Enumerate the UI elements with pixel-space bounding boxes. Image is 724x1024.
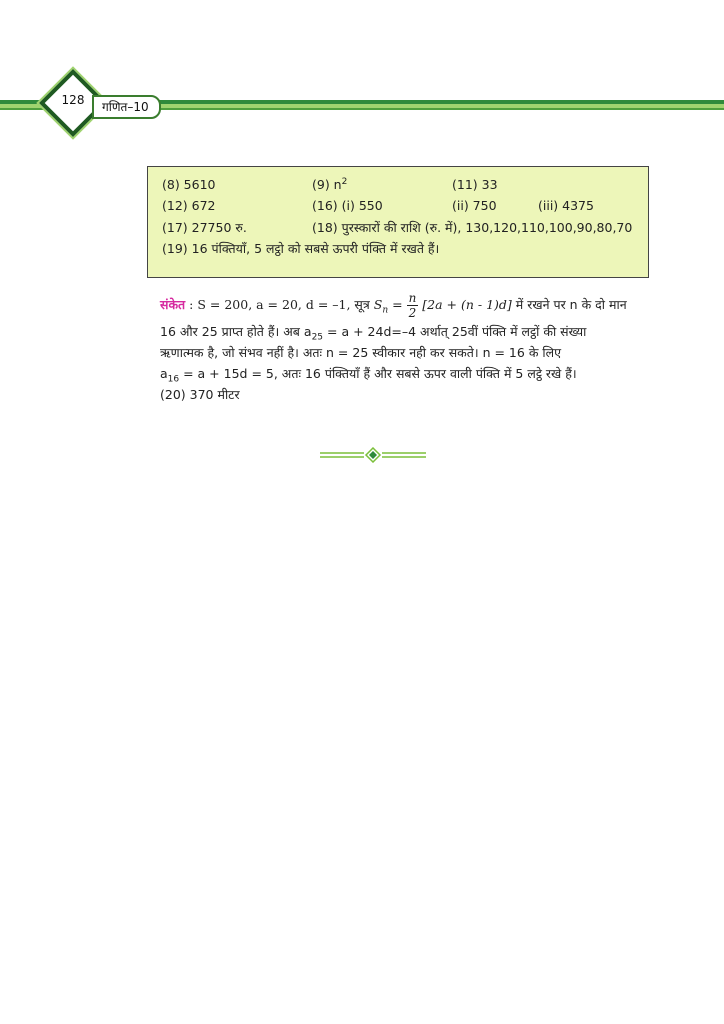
answer-18: (18) पुरस्कारों की राशि (रु. में), 130,120,110,100,90,80,70 bbox=[312, 220, 633, 235]
answer-17: (17) 27750 रु. bbox=[162, 220, 247, 235]
hint-line-1: संकेत : S = 200, a = 20, d = –1, सूत्र $S_n$ = $\frac{n}{2}$ [2a + (n - 1)d] में रखने पर n के दो मान bbox=[160, 291, 627, 320]
answer-16-i: (16) (i) 550 bbox=[312, 198, 383, 213]
hint-line-3: ऋणात्मक है, जो संभव नहीं है। अतः n = 25 स्वीकार नही कर सकते। n = 16 के लिए bbox=[160, 345, 562, 360]
formula-lhs: $S_n$ bbox=[373, 297, 389, 316]
answer-9: (9) $n^2$ bbox=[312, 177, 348, 193]
section-divider-ornament bbox=[320, 447, 426, 463]
answer-16-ii: (ii) 750 bbox=[452, 198, 497, 213]
hint-line-4: $a_{16} = a + 15d = 5$, अतः 16 पंक्तियाँ हैं और सबसे ऊपर वाली पंक्ति में 5 लट्ठे रखे हैं। bbox=[160, 366, 577, 385]
chapter-label: गणित–10 bbox=[92, 95, 161, 119]
answer-12: (12) 672 bbox=[162, 198, 216, 213]
answer-11: (11) 33 bbox=[452, 177, 498, 192]
answer-16-iii: (iii) 4375 bbox=[538, 198, 594, 213]
formula-bracket: [2a + (n - 1)d] bbox=[422, 297, 512, 312]
answer-20: (20) 370 मीटर bbox=[160, 387, 240, 402]
page-number: 128 bbox=[61, 93, 85, 107]
hint-label: संकेत bbox=[160, 297, 186, 312]
hint-line-2: 16 और 25 प्राप्त होते हैं। अब $a_{25} = a + 24d=-4$ अर्थात् 25वीं पंक्ति में लट्ठों की संख्या bbox=[160, 324, 587, 343]
answer-8: (8) 5610 bbox=[162, 177, 216, 192]
formula-fraction: $\frac{n}{2}$ bbox=[408, 291, 417, 320]
answer-box bbox=[147, 166, 649, 278]
answer-19: (19) 16 पंक्तियाँ, 5 लट्ठो को सबसे ऊपरी पंक्ति में रखते हैं। bbox=[162, 241, 440, 256]
